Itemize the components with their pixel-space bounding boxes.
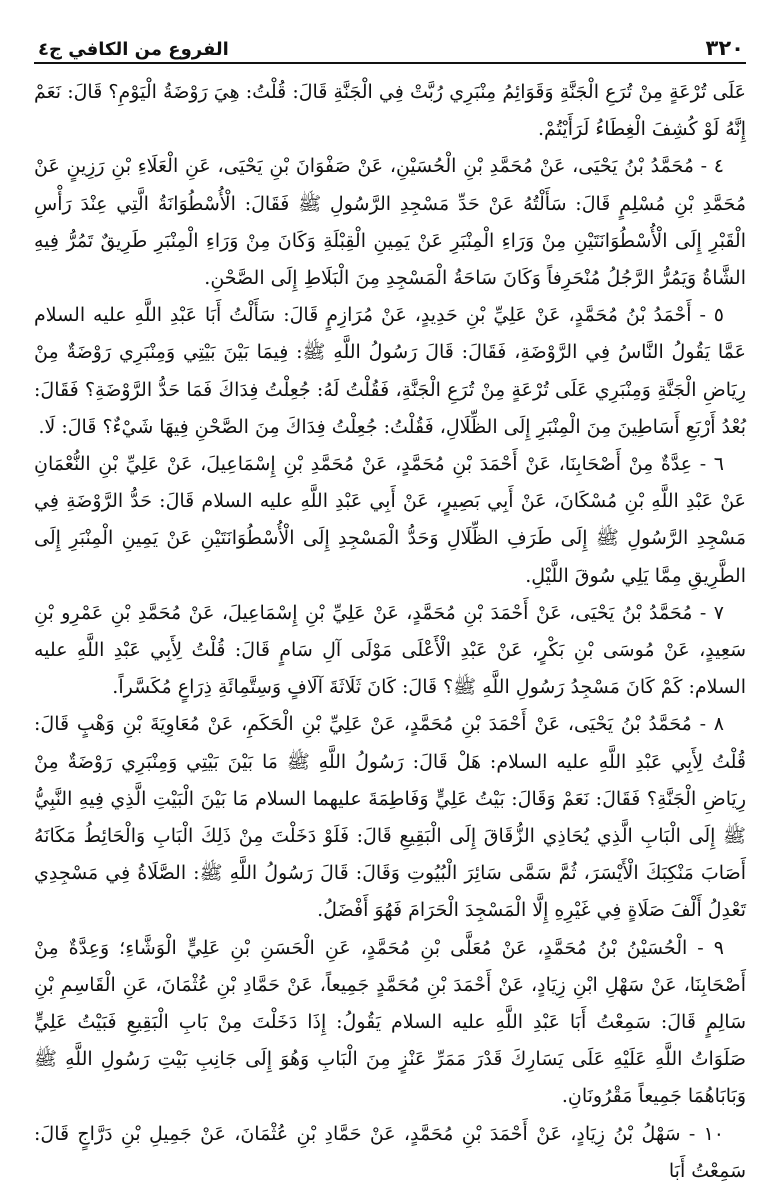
hadith-8: ٨ - مُحَمَّدُ بْنُ يَحْيَى، عَنْ أَحْمَدَ بْنِ مُحَمَّدٍ، عَنْ عَلِيِّ بْنِ الْحَكَمِ، عَنْ مُعَاوِيَةَ بْنِ وَهْبٍ قَالَ: قُلْتُ لِأَبِي عَبْدِ اللَّهِ عليه السلام: هَلْ قَالَ: رَسُولُ اللَّهِ ﷺ مَا بَيْنَ بَيْتِي وَمِنْبَرِي رَوْضَةٌ مِنْ رِيَاضِ الْجَنَّةِ؟ فَقَالَ: نَعَمْ وَقَالَ: بَيْتُ عَلِيٍّ وَفَاطِمَةَ عليهما السلام مَا بَيْنَ الْبَيْتِ الَّذِي فِيهِ النَّبِيُّ ﷺ إِلَى الْبَابِ الَّذِي يُحَاذِي الزُّقَاقَ إِلَى الْبَقِيعِ قَالَ: فَلَوْ دَخَلْتَ مِنْ ذَلِكَ الْبَابِ وَالْحَائِطُ مَكَانَهُ أَصَابَ مَنْكِبَكَ الْأَيْسَرَ، ثُمَّ سَمَّى سَائِرَ الْبُيُوتِ وَقَالَ: قَالَ رَسُولُ اللَّهِ ﷺ: الصَّلَاةُ فِي مَسْجِدِي تَعْدِلُ أَلْفَ صَلَاةٍ فِي غَيْرِهِ إِلَّا الْمَسْجِدَ الْحَرَامَ فَهُوَ أَفْضَلُ. xyxy=(34,713,746,922)
hadith-5: ٥ - أَحْمَدُ بْنُ مُحَمَّدٍ، عَنْ عَلِيِّ بْنِ حَدِيدٍ، عَنْ مُرَازِمٍ قَالَ: سَأَلْتُ أَبَا عَبْدِ اللَّهِ عليه السلام عَمَّا يَقُولُ النَّاسُ فِي الرَّوْضَةِ، فَقَالَ: قَالَ رَسُولُ اللَّهِ ﷺ: فِيمَا بَيْنَ بَيْتِي وَمِنْبَرِي رَوْضَةٌ مِنْ رِيَاضِ الْجَنَّةِ وَمِنْبَرِي عَلَى تُرْعَةٍ مِنْ تُرَعِ الْجَنَّةِ، فَقُلْتُ لَهُ: جُعِلْتُ فِدَاكَ فَمَا حَدُّ الرَّوْضَةِ؟ فَقَالَ: بُعْدُ أَرْبَعِ أَسَاطِينَ مِنَ الْمِنْبَرِ إِلَى الظِّلَالِ، فَقُلْتُ: جُعِلْتُ فِدَاكَ مِنَ الصَّحْنِ فِيهَا شَيْءٌ؟ قَالَ: لَا. xyxy=(34,304,746,438)
page-number: ٣٢٠ xyxy=(705,36,744,60)
hadith-6: ٦ - عِدَّةٌ مِنْ أَصْحَابِنَا، عَنْ أَحْمَدَ بْنِ مُحَمَّدٍ، عَنْ مُحَمَّدِ بْنِ إِسْمَاعِيلَ، عَنْ عَلِيِّ بْنِ النُّعْمَانِ عَنْ عَبْدِ اللَّهِ بْنِ مُسْكَانَ، عَنْ أَبِي بَصِيرٍ، عَنْ أَبِي عَبْدِ اللَّهِ عليه السلام قَالَ: حَدُّ الرَّوْضَةِ فِي مَسْجِدِ الرَّسُولِ ﷺ إِلَى طَرَفِ الظِّلَالِ وَحَدُّ الْمَسْجِدِ إِلَى الْأُسْطُوَانَتَيْنِ عَنْ يَمِينِ الْمِنْبَرِ إِلَى الطَّرِيقِ مِمَّا يَلِي سُوقَ اللَّيْلِ. xyxy=(34,453,746,587)
hadith-7: ٧ - مُحَمَّدُ بْنُ يَحْيَى، عَنْ أَحْمَدَ بْنِ مُحَمَّدٍ، عَنْ عَلِيِّ بْنِ إِسْمَاعِيلَ، عَنْ مُحَمَّدِ بْنِ عَمْرِو بْنِ سَعِيدٍ، عَنْ مُوسَى بْنِ بَكْرٍ، عَنْ عَبْدِ الْأَعْلَى مَوْلَى آلِ سَامٍ قَالَ: قُلْتُ لِأَبِي عَبْدِ اللَّهِ عليه السلام: كَمْ كَانَ مَسْجِدُ رَسُولِ اللَّهِ ﷺ؟ قَالَ: كَانَ ثَلَاثَةَ آلَافٍ وَسِتَّمِائَةِ ذِرَاعٍ مُكَسَّراً. xyxy=(34,601,746,699)
paragraph-continuation: عَلَى تُرْعَةٍ مِنْ تُرَعِ الْجَنَّةِ وَقَوَائِمُ مِنْبَرِي رُبَّتْ فِي الْجَنَّةِ قَالَ: قُلْتُ: هِيَ رَوْضَةُ الْيَوْمِ؟ قَالَ: نَعَمْ إِنَّهُ لَوْ كُشِفَ الْغِطَاءُ لَرَأَيْتُمْ. xyxy=(34,81,746,141)
hadith-9: ٩ - الْحُسَيْنُ بْنُ مُحَمَّدٍ، عَنْ مُعَلَّى بْنِ مُحَمَّدٍ، عَنِ الْحَسَنِ بْنِ عَلِيٍّ الْوَشَّاءِ؛ وَعِدَّةٌ مِنْ أَصْحَابِنَا، عَنْ سَهْلِ ابْنِ زِيَادٍ، عَنْ أَحْمَدَ بْنِ مُحَمَّدٍ جَمِيعاً، عَنْ حَمَّادِ بْنِ عُثْمَانَ، عَنِ الْقَاسِمِ بْنِ سَالِمٍ قَالَ: سَمِعْتُ أَبَا عَبْدِ اللَّهِ عليه السلام يَقُولُ: إِذَا دَخَلْتَ مِنْ بَابِ الْبَقِيعِ فَبَيْتُ عَلِيٍّ صَلَوَاتُ اللَّهِ عَلَيْهِ عَلَى يَسَارِكَ قَدْرَ مَمَرِّ عَنْزٍ مِنَ الْبَابِ وَهُوَ إِلَى جَانِبِ بَيْتِ رَسُولِ اللَّهِ ﷺ وَبَابَاهُمَا جَمِيعاً مَقْرُونَانِ. xyxy=(34,936,746,1108)
page-body xyxy=(34,74,746,1182)
hadith-4: ٤ - مُحَمَّدُ بْنُ يَحْيَى، عَنْ مُحَمَّدِ بْنِ الْحُسَيْنِ، عَنْ صَفْوَانَ بْنِ يَحْيَى، عَنِ الْعَلَاءِ بْنِ رَزِينٍ عَنْ مُحَمَّدِ بْنِ مُسْلِمٍ قَالَ: سَأَلْتُهُ عَنْ حَدِّ مَسْجِدِ الرَّسُولِ ﷺ فَقَالَ: الْأُسْطُوَانَةُ الَّتِي عِنْدَ رَأْسِ الْقَبْرِ إِلَى الْأُسْطُوَانَتَيْنِ مِنْ وَرَاءِ الْمِنْبَرِ عَنْ يَمِينِ الْقِبْلَةِ وَكَانَ مِنْ وَرَاءِ الْمِنْبَرِ طَرِيقٌ تَمُرُّ فِيهِ الشَّاةُ وَيَمُرُّ الرَّجُلُ مُنْحَرِفاً وَكَانَ سَاحَةُ الْمَسْجِدِ مِنَ الْبَلَاطِ إِلَى الصَّحْنِ. xyxy=(34,155,746,290)
header-rule xyxy=(34,62,746,64)
hadith-10: ١٠ - سَهْلُ بْنُ زِيَادٍ، عَنْ أَحْمَدَ بْنِ مُحَمَّدٍ، عَنْ حَمَّادِ بْنِ عُثْمَانَ، عَنْ جَمِيلِ بْنِ دَرَّاجٍ قَالَ: سَمِعْتُ أَبَا xyxy=(34,1122,746,1182)
running-title: الفروع من الكافي ج٤ xyxy=(38,39,229,60)
page-header xyxy=(34,24,746,60)
